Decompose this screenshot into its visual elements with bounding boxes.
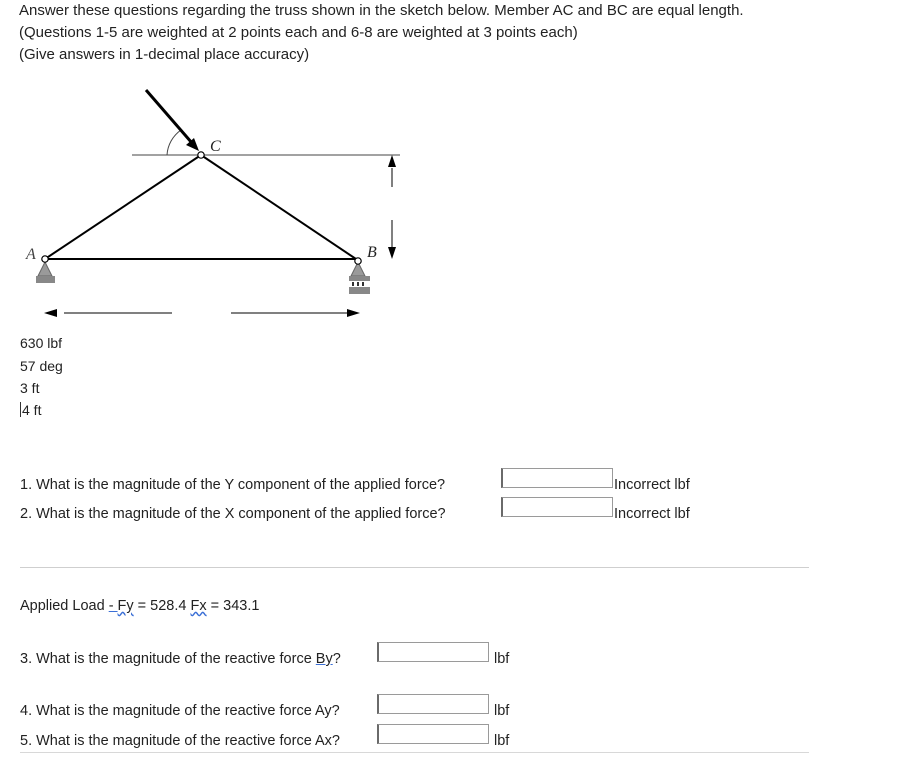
applied-fx-name: Fx (190, 598, 207, 614)
answer-2-feedback: Incorrect lbf (614, 506, 690, 522)
width-arrow-right (347, 309, 360, 317)
given-width-line (20, 401, 41, 419)
question-3-variable: By (315, 651, 333, 667)
height-arrow-down (388, 247, 396, 259)
given-width: 4 ft (22, 402, 42, 418)
joint-b (355, 258, 361, 264)
instructions-line-3: (Give answers in 1-decimal place accuracy) (19, 46, 310, 63)
applied-fx-value: = 343.1 (206, 598, 260, 614)
width-arrow-left (44, 309, 57, 317)
applied-load (20, 598, 259, 614)
applied-fy-name: Fy (117, 598, 134, 614)
question-2: 2. What is the magnitude of the X component of the applied force? (20, 506, 446, 522)
answer-1-input[interactable] (501, 468, 613, 488)
answer-4-input[interactable] (377, 694, 489, 714)
applied-load-dash: - (108, 598, 118, 614)
given-angle: 57 deg (20, 358, 63, 374)
question-3 (20, 651, 341, 667)
text-caret (20, 402, 21, 417)
answer-4-unit: lbf (494, 703, 510, 719)
bottom-divider (20, 752, 809, 753)
instructions-line-2: (Questions 1-5 are weighted at 2 points each and 6-8 are weighted at 3 points each) (19, 24, 578, 41)
instructions-line-1: Answer these questions regarding the truss shown in the sketch below. Member AC and BC are equal length. (19, 2, 744, 19)
answer-1-feedback: Incorrect lbf (614, 477, 690, 493)
support-a (36, 262, 55, 283)
answer-3-input[interactable] (377, 642, 489, 662)
answer-5-unit: lbf (494, 733, 510, 749)
joint-a (42, 256, 48, 262)
given-force: 630 lbf (20, 335, 63, 351)
answer-2-input[interactable] (501, 497, 613, 517)
member-bc (201, 155, 356, 259)
label-b: B (367, 244, 377, 261)
section-divider (20, 567, 809, 568)
joint-c (198, 152, 204, 158)
question-5: 5. What is the magnitude of the reactive force Ax? (20, 733, 340, 749)
question-1: 1. What is the magnitude of the Y component of the applied force? (20, 477, 446, 493)
applied-load-label: Applied Load (20, 598, 109, 614)
question-4: 4. What is the magnitude of the reactive force Ay? (20, 703, 340, 719)
answer-3-unit: lbf (494, 651, 510, 667)
height-arrow-up (388, 155, 396, 167)
support-b (349, 262, 370, 294)
angle-arc (167, 130, 181, 155)
member-ac (45, 155, 201, 259)
instructions (19, 0, 744, 66)
answer-5-input[interactable] (377, 724, 489, 744)
given-height: 3 ft (20, 380, 40, 396)
applied-force-shaft (146, 90, 192, 143)
question-3-text: 3. What is the magnitude of the reactive force (20, 651, 316, 667)
truss-diagram (0, 80, 420, 325)
question-3-mark: ? (332, 651, 341, 667)
applied-fy-value: = 528.4 (133, 598, 191, 614)
label-c: C (210, 138, 221, 155)
label-a: A (26, 246, 36, 263)
